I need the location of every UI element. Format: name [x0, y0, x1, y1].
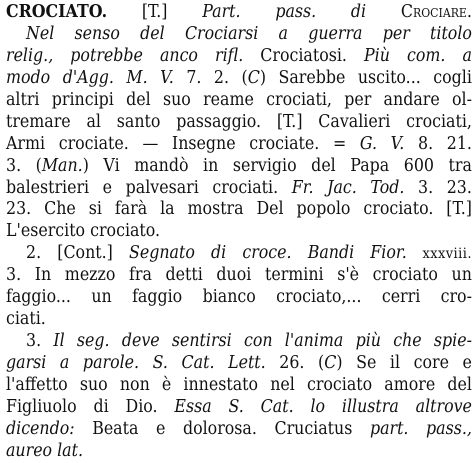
quotation-cont: balestrieri e palvesari crociati.: [6, 177, 292, 198]
quotation-cont: tremare al santo passaggio. [T.] Cavalieri crociati,: [6, 111, 472, 132]
cross-reference: Crociare.: [400, 2, 472, 22]
example: Beata e dolorosa. Cruciatus: [74, 418, 370, 439]
sense-number: 2. [Cont.]: [26, 243, 129, 264]
entry-line-14: [6, 287, 472, 309]
source-abbrev: Man.: [41, 155, 83, 176]
quotation-cont: l'affetto suo non è innestato nel crociato amore del: [6, 374, 472, 395]
quotation: ) Sarebbe uscito... cogli: [259, 67, 472, 88]
entry-line-20: [6, 419, 472, 441]
source-abbrev: G. V.: [359, 133, 405, 154]
sense-definition: Nel senso del Crociarsi a guerra per titolo: [26, 23, 472, 44]
entry-line-6: [6, 112, 472, 134]
sense-definition-cont: relig., potrebbe anco rifl.: [6, 45, 244, 66]
entry-line-12: [6, 243, 472, 265]
entry-line-19: [6, 397, 472, 419]
quotation: ) Vi mandò in servigio del Papa 600 tra: [82, 155, 472, 176]
entry-line-5: [6, 90, 472, 112]
dictionary-entry: [6, 2, 472, 463]
editor-note: Essa S. Cat. lo illustra altrove: [174, 396, 472, 417]
sense-definition: Segnato di croce. Bandi Fior.: [128, 243, 407, 264]
entry-line-4: [6, 68, 472, 90]
citation-ref: 3. (: [6, 155, 42, 176]
entry-line-18: [6, 375, 472, 397]
entry-line-15: [6, 309, 472, 331]
citation-ref: 3. 23.: [404, 177, 472, 198]
entry-line-21: [6, 441, 472, 463]
entry-line-16: [6, 331, 472, 353]
grammar-label-cont: aureo lat.: [6, 440, 84, 461]
source-abbrev: Fr. Jac. Tod.: [291, 177, 405, 198]
entry-line-13: [6, 265, 472, 287]
citation-ref: 8. 21.: [404, 133, 472, 154]
tag-t: [T.]: [141, 2, 168, 22]
sense-number: 3.: [26, 331, 54, 352]
quotation: ) Se il core e: [336, 353, 472, 373]
quotation-cont: altri principi del suo reame crociati, per andare ol-: [6, 89, 472, 110]
entry-line-3: [6, 46, 472, 68]
entry-line-11: [6, 221, 472, 243]
quotation-cont: ciati.: [6, 309, 46, 330]
crusca-mark: C: [247, 67, 260, 88]
quotation: 3. In mezzo fra detti duoi termini s'è crociato un: [6, 265, 472, 286]
example: L'esercito crociato.: [6, 221, 161, 242]
citation-ref: xxxviii.: [406, 246, 472, 263]
usage-note-cont: modo d'Agg. M. V.: [6, 67, 174, 88]
entry-line-7: [6, 134, 472, 156]
entry-line-8: [6, 156, 472, 178]
example-word: Crociatosi.: [243, 45, 365, 66]
sense-definition-cont: garsi a parole. S. Cat. Lett.: [6, 353, 266, 373]
editor-note-cont: dicendo:: [6, 418, 75, 439]
quotation-cont: Figliuolo di Dio.: [6, 396, 175, 417]
entry-line-17: [6, 353, 472, 375]
grammar-label: Part. pass. di: [202, 2, 367, 22]
quotation-cont: faggio... un faggio bianco crociato,... cerri cro-: [6, 287, 472, 308]
entry-line-10: [6, 199, 472, 221]
sense-definition: Il seg. deve sentirsi con l'anima più che spie-: [53, 331, 472, 352]
headword: CROCIATO.: [6, 2, 108, 22]
citation-ref: 26. (: [265, 353, 325, 373]
quotation: 23. Che si farà la mostra Del popolo crociato. [T.]: [6, 199, 472, 220]
entry-line-2: [6, 24, 472, 46]
entry-line-9: [6, 178, 472, 200]
crusca-mark: C: [324, 353, 337, 373]
citation-ref: 7. 2. (: [173, 67, 248, 88]
examples: Armi crociate. — Insegne crociate. =: [6, 133, 360, 154]
usage-note: Più com. a: [364, 45, 472, 66]
entry-line-1: [6, 2, 472, 24]
grammar-label: part. pass.,: [369, 418, 472, 439]
